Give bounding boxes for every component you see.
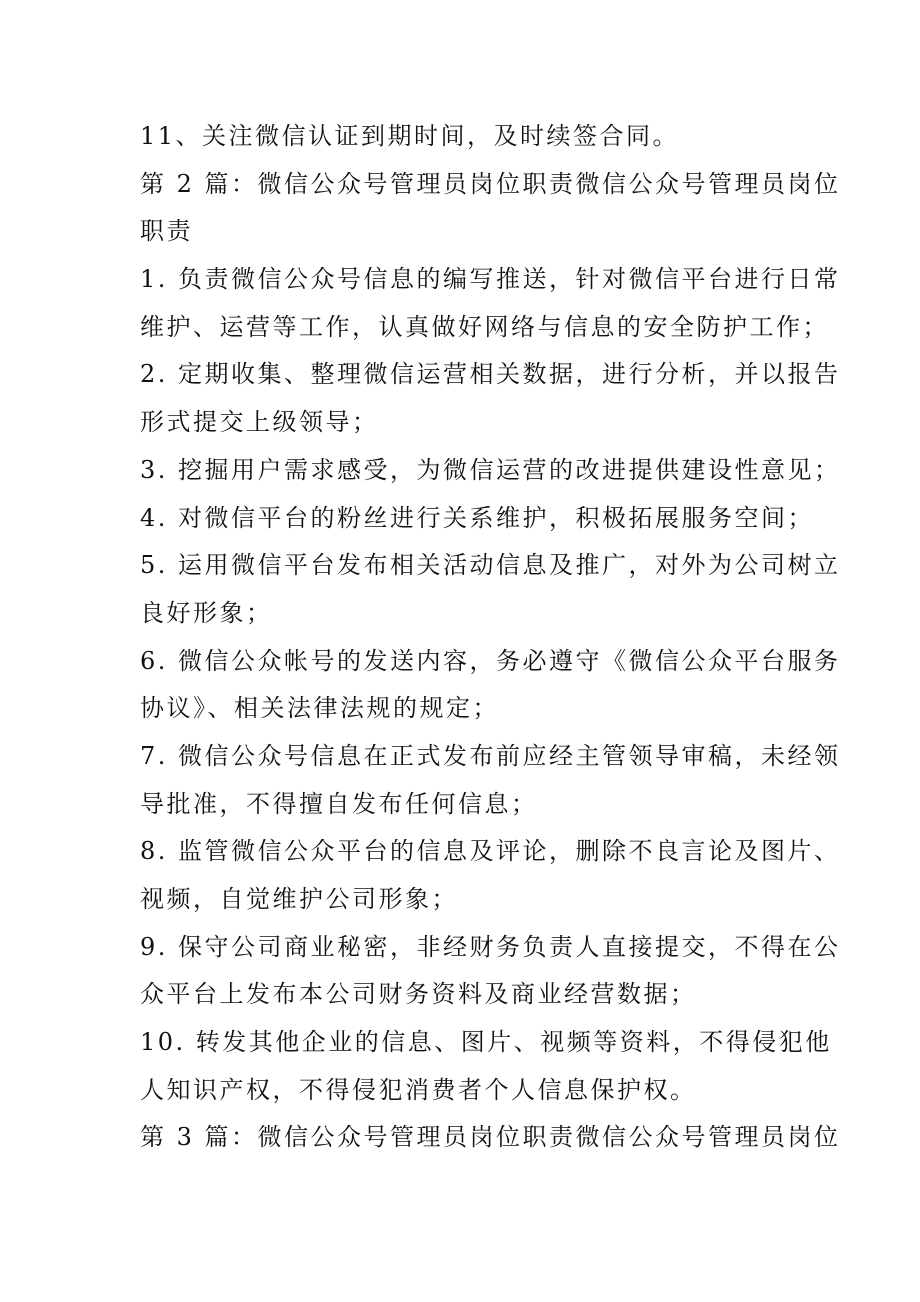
section-heading: 第 2 篇：微信公众号管理员岗位职责微信公众号管理员岗位 xyxy=(140,169,841,198)
text-line: 职责 xyxy=(140,217,193,246)
text-line: 人知识产权，不得侵犯消费者个人信息保护权。 xyxy=(140,1075,697,1104)
text-line: 10. 转发其他企业的信息、图片、视频等资料，不得侵犯他 xyxy=(140,1028,832,1057)
text-line: 导批准，不得擅自发布任何信息； xyxy=(140,789,538,818)
text-line: 协议》、相关法律法规的规定； xyxy=(140,694,499,723)
text-line: 11、关注微信认证到期时间，及时续签合同。 xyxy=(140,122,680,150)
text-line: 9. 保守公司商业秘密，非经财务负责人直接提交，不得在公 xyxy=(140,932,841,961)
text-line: 视频，自觉维护公司形象； xyxy=(140,885,458,913)
text-line: 3. 挖掘用户需求感受，为微信运营的改进提供建设性意见； xyxy=(140,455,841,484)
text-line: 形式提交上级领导； xyxy=(140,408,379,437)
text-line: 众平台上发布本公司财务资料及商业经营数据； xyxy=(140,980,697,1009)
text-line: 良好形象； xyxy=(140,598,273,627)
text-line: 4. 对微信平台的粉丝进行关系维护，积极拓展服务空间； xyxy=(140,503,815,532)
text-line: 维护、运营等工作，认真做好网络与信息的安全防护工作； xyxy=(140,312,829,341)
text-line: 8. 监管微信公众平台的信息及评论，删除不良言论及图片、 xyxy=(140,837,841,866)
text-line: 5. 运用微信平台发布相关活动信息及推广，对外为公司树立 xyxy=(140,551,841,580)
text-line: 6. 微信公众帐号的发送内容，务必遵守《微信公众平台服务 xyxy=(140,646,841,675)
text-line: 1. 负责微信公众号信息的编写推送，针对微信平台进行日常 xyxy=(140,265,841,294)
text-line: 7. 微信公众号信息在正式发布前应经主管领导审稿，未经领 xyxy=(140,741,841,770)
section-heading: 第 3 篇：微信公众号管理员岗位职责微信公众号管理员岗位 xyxy=(140,1123,841,1152)
text-line: 2. 定期收集、整理微信运营相关数据，进行分析，并以报告 xyxy=(140,360,841,389)
document-body xyxy=(140,113,841,1162)
